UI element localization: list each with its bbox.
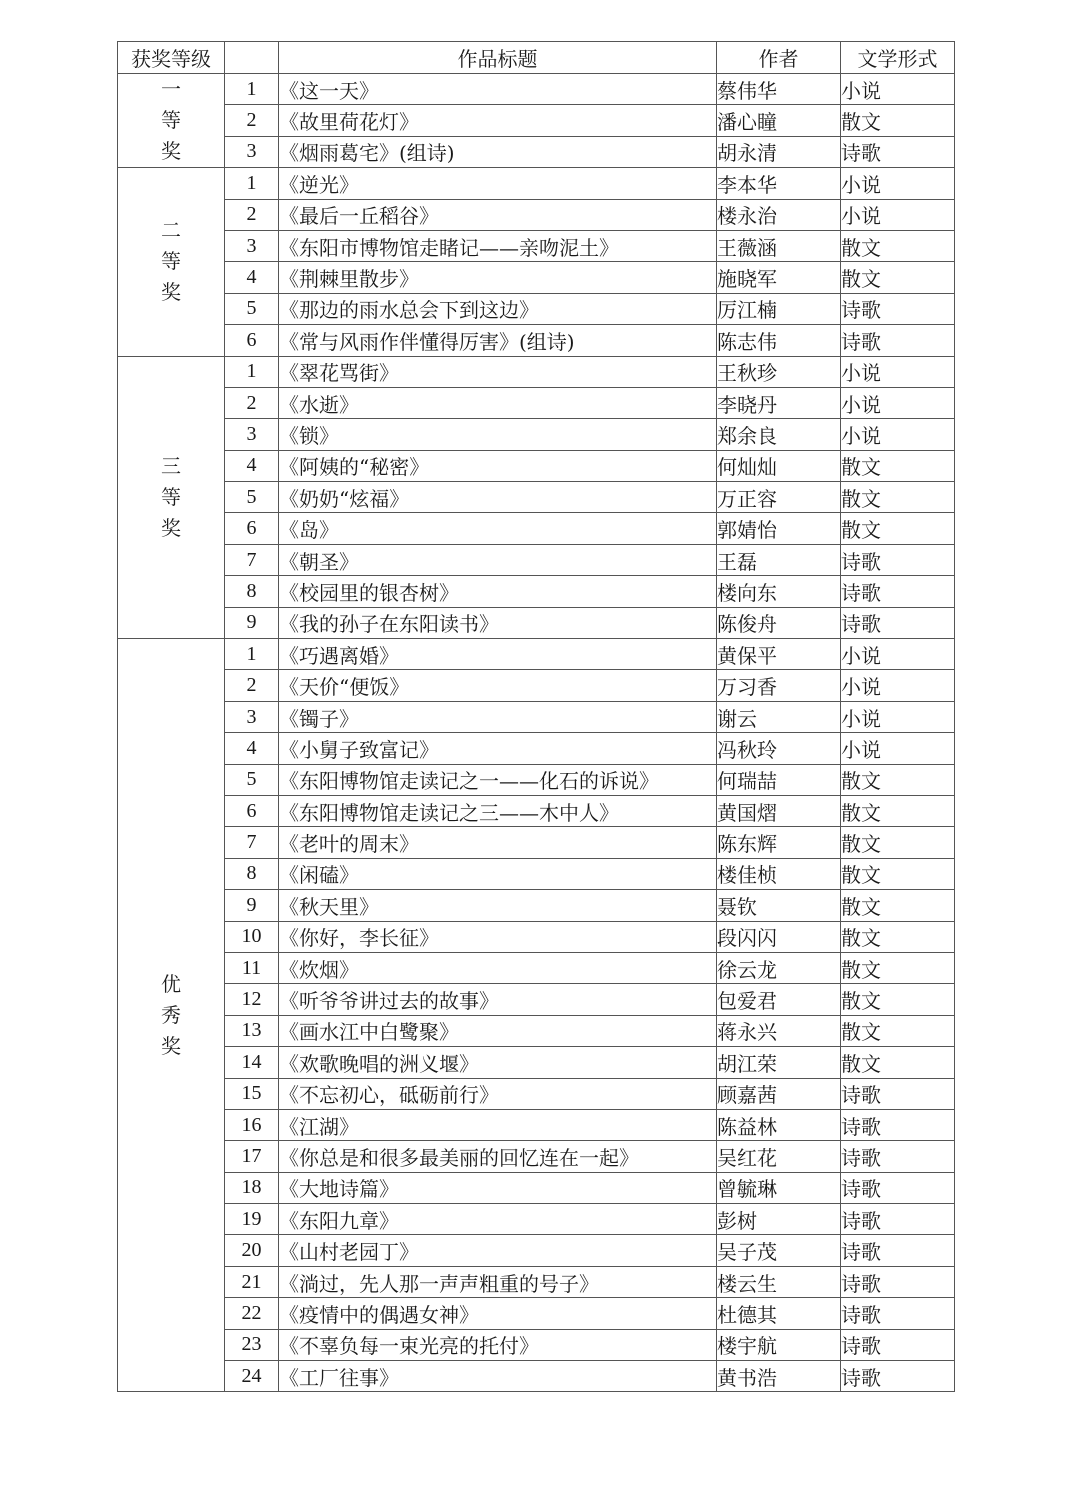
row-number: 13 <box>225 1015 279 1046</box>
work-title: 《水逝》 <box>279 387 717 418</box>
row-number: 12 <box>225 984 279 1015</box>
author-name: 厉江楠 <box>717 293 841 324</box>
table-body <box>118 74 955 1392</box>
row-number: 10 <box>225 921 279 952</box>
author-name: 段闪闪 <box>717 921 841 952</box>
table-row <box>118 764 955 795</box>
author-name: 黄书浩 <box>717 1361 841 1392</box>
author-name: 郭婧怡 <box>717 513 841 544</box>
work-title: 《锁》 <box>279 419 717 450</box>
table-row <box>118 1015 955 1046</box>
work-title: 《东阳博物馆走读记之一——化石的诉说》 <box>279 764 717 795</box>
literary-form: 小说 <box>841 733 955 764</box>
row-number: 7 <box>225 544 279 575</box>
table-row <box>118 921 955 952</box>
award-table <box>117 41 955 1392</box>
author-name: 楼永治 <box>717 199 841 230</box>
row-number: 21 <box>225 1266 279 1297</box>
work-title: 《老叶的周末》 <box>279 827 717 858</box>
row-number: 2 <box>225 199 279 230</box>
literary-form: 小说 <box>841 670 955 701</box>
author-name: 聂钦 <box>717 890 841 921</box>
work-title: 《巧遇离婚》 <box>279 639 717 670</box>
literary-form: 小说 <box>841 199 955 230</box>
work-title: 《这一天》 <box>279 74 717 105</box>
row-number: 3 <box>225 136 279 167</box>
table-row <box>118 1266 955 1297</box>
author-name: 谢云 <box>717 701 841 732</box>
work-title: 《东阳九章》 <box>279 1204 717 1235</box>
work-title: 《东阳博物馆走读记之三——木中人》 <box>279 795 717 826</box>
row-number: 5 <box>225 482 279 513</box>
row-number: 2 <box>225 105 279 136</box>
literary-form: 散文 <box>841 984 955 1015</box>
row-number: 2 <box>225 670 279 701</box>
author-name: 何灿灿 <box>717 450 841 481</box>
row-number: 5 <box>225 764 279 795</box>
work-title: 《淌过，先人那一声声粗重的号子》 <box>279 1266 717 1297</box>
work-title: 《欢歌晚唱的洲义堰》 <box>279 1047 717 1078</box>
row-number: 4 <box>225 733 279 764</box>
table-row <box>118 544 955 575</box>
work-title: 《岛》 <box>279 513 717 544</box>
work-title: 《烟雨葛宅》(组诗) <box>279 136 717 167</box>
literary-form: 诗歌 <box>841 607 955 638</box>
row-number: 3 <box>225 419 279 450</box>
literary-form: 散文 <box>841 952 955 983</box>
table-row <box>118 1078 955 1109</box>
work-title: 《小舅子致富记》 <box>279 733 717 764</box>
table-row <box>118 419 955 450</box>
row-number: 1 <box>225 168 279 199</box>
row-number: 15 <box>225 1078 279 1109</box>
literary-form: 小说 <box>841 168 955 199</box>
literary-form: 小说 <box>841 356 955 387</box>
row-number: 24 <box>225 1361 279 1392</box>
table-row <box>118 387 955 418</box>
row-number: 23 <box>225 1329 279 1360</box>
work-title: 《天价“便饭》 <box>279 670 717 701</box>
table-row <box>118 199 955 230</box>
row-number: 1 <box>225 639 279 670</box>
row-number: 14 <box>225 1047 279 1078</box>
row-number: 18 <box>225 1172 279 1203</box>
table-row <box>118 952 955 983</box>
literary-form: 小说 <box>841 419 955 450</box>
work-title: 《校园里的银杏树》 <box>279 576 717 607</box>
header-row <box>118 42 955 74</box>
work-title: 《你好，李长征》 <box>279 921 717 952</box>
literary-form: 散文 <box>841 105 955 136</box>
literary-form: 诗歌 <box>841 1266 955 1297</box>
table-row <box>118 1141 955 1172</box>
author-name: 施晓军 <box>717 262 841 293</box>
row-number: 17 <box>225 1141 279 1172</box>
row-number: 4 <box>225 262 279 293</box>
work-title: 《最后一丘稻谷》 <box>279 199 717 230</box>
table-row <box>118 293 955 324</box>
author-name: 陈东辉 <box>717 827 841 858</box>
work-title: 《东阳市博物馆走睹记——亲吻泥土》 <box>279 230 717 261</box>
table-row <box>118 827 955 858</box>
row-number: 3 <box>225 230 279 261</box>
award-level-label: 优秀奖 <box>161 971 181 1058</box>
literary-form: 散文 <box>841 450 955 481</box>
work-title: 《听爷爷讲过去的故事》 <box>279 984 717 1015</box>
table-row <box>118 733 955 764</box>
literary-form: 散文 <box>841 1015 955 1046</box>
table-row <box>118 1109 955 1140</box>
work-title: 《闲磕》 <box>279 858 717 889</box>
work-title: 《不辜负每一束光亮的托付》 <box>279 1329 717 1360</box>
table-row <box>118 1235 955 1266</box>
author-name: 吴红花 <box>717 1141 841 1172</box>
literary-form: 散文 <box>841 858 955 889</box>
author-name: 陈俊舟 <box>717 607 841 638</box>
row-number: 16 <box>225 1109 279 1140</box>
literary-form: 散文 <box>841 764 955 795</box>
row-number: 1 <box>225 74 279 105</box>
table-row <box>118 1172 955 1203</box>
table-row <box>118 576 955 607</box>
literary-form: 诗歌 <box>841 1235 955 1266</box>
literary-form: 散文 <box>841 513 955 544</box>
header-form: 文学形式 <box>841 42 955 74</box>
author-name: 郑余良 <box>717 419 841 450</box>
author-name: 黄国熠 <box>717 795 841 826</box>
author-name: 曾毓琳 <box>717 1172 841 1203</box>
row-number: 8 <box>225 576 279 607</box>
literary-form: 小说 <box>841 701 955 732</box>
award-level-cell <box>118 74 225 168</box>
literary-form: 诗歌 <box>841 136 955 167</box>
table-row <box>118 325 955 356</box>
author-name: 包爱君 <box>717 984 841 1015</box>
row-number: 19 <box>225 1204 279 1235</box>
literary-form: 散文 <box>841 1047 955 1078</box>
work-title: 《那边的雨水总会下到这边》 <box>279 293 717 324</box>
literary-form: 诗歌 <box>841 576 955 607</box>
table-row <box>118 262 955 293</box>
author-name: 顾嘉茜 <box>717 1078 841 1109</box>
table-row <box>118 639 955 670</box>
table-row <box>118 1329 955 1360</box>
table-row <box>118 168 955 199</box>
work-title: 《你总是和很多最美丽的回忆连在一起》 <box>279 1141 717 1172</box>
row-number: 1 <box>225 356 279 387</box>
author-name: 楼宇航 <box>717 1329 841 1360</box>
table-row <box>118 356 955 387</box>
literary-form: 诗歌 <box>841 1172 955 1203</box>
literary-form: 散文 <box>841 795 955 826</box>
literary-form: 诗歌 <box>841 544 955 575</box>
table-row <box>118 890 955 921</box>
table-row <box>118 136 955 167</box>
award-level-cell <box>118 356 225 639</box>
author-name: 王秋珍 <box>717 356 841 387</box>
table-row <box>118 74 955 105</box>
work-title: 《镯子》 <box>279 701 717 732</box>
work-title: 《我的孙子在东阳读书》 <box>279 607 717 638</box>
row-number: 7 <box>225 827 279 858</box>
table-row <box>118 230 955 261</box>
table-row <box>118 858 955 889</box>
literary-form: 小说 <box>841 387 955 418</box>
author-name: 徐云龙 <box>717 952 841 983</box>
award-level-label: 一等奖 <box>161 77 181 164</box>
header-number <box>225 42 279 74</box>
literary-form: 散文 <box>841 230 955 261</box>
work-title: 《朝圣》 <box>279 544 717 575</box>
work-title: 《常与风雨作伴懂得厉害》(组诗) <box>279 325 717 356</box>
literary-form: 诗歌 <box>841 293 955 324</box>
table-row <box>118 670 955 701</box>
author-name: 蒋永兴 <box>717 1015 841 1046</box>
literary-form: 散文 <box>841 890 955 921</box>
author-name: 楼佳桢 <box>717 858 841 889</box>
work-title: 《不忘初心，砥砺前行》 <box>279 1078 717 1109</box>
literary-form: 诗歌 <box>841 325 955 356</box>
row-number: 6 <box>225 795 279 826</box>
work-title: 《工厂往事》 <box>279 1361 717 1392</box>
author-name: 何瑞喆 <box>717 764 841 795</box>
table-row <box>118 1204 955 1235</box>
literary-form: 诗歌 <box>841 1329 955 1360</box>
table-row <box>118 105 955 136</box>
author-name: 万习香 <box>717 670 841 701</box>
literary-form: 诗歌 <box>841 1078 955 1109</box>
work-title: 《逆光》 <box>279 168 717 199</box>
author-name: 楼向东 <box>717 576 841 607</box>
literary-form: 散文 <box>841 482 955 513</box>
author-name: 万正容 <box>717 482 841 513</box>
literary-form: 诗歌 <box>841 1109 955 1140</box>
literary-form: 散文 <box>841 262 955 293</box>
row-number: 6 <box>225 513 279 544</box>
table-row <box>118 450 955 481</box>
table-row <box>118 513 955 544</box>
table-row <box>118 701 955 732</box>
row-number: 9 <box>225 607 279 638</box>
author-name: 王薇涵 <box>717 230 841 261</box>
work-title: 《疫情中的偶遇女神》 <box>279 1298 717 1329</box>
table-row <box>118 795 955 826</box>
award-level-label: 三等奖 <box>161 453 181 540</box>
author-name: 胡永清 <box>717 136 841 167</box>
author-name: 潘心瞳 <box>717 105 841 136</box>
author-name: 王磊 <box>717 544 841 575</box>
work-title: 《江湖》 <box>279 1109 717 1140</box>
author-name: 李晓丹 <box>717 387 841 418</box>
author-name: 胡江荣 <box>717 1047 841 1078</box>
table-row <box>118 607 955 638</box>
table-row <box>118 1298 955 1329</box>
work-title: 《炊烟》 <box>279 952 717 983</box>
row-number: 6 <box>225 325 279 356</box>
row-number: 8 <box>225 858 279 889</box>
work-title: 《奶奶“炫福》 <box>279 482 717 513</box>
table-row <box>118 1047 955 1078</box>
row-number: 2 <box>225 387 279 418</box>
author-name: 黄保平 <box>717 639 841 670</box>
literary-form: 诗歌 <box>841 1298 955 1329</box>
author-name: 吴子茂 <box>717 1235 841 1266</box>
work-title: 《荆棘里散步》 <box>279 262 717 293</box>
table-row <box>118 1361 955 1392</box>
row-number: 22 <box>225 1298 279 1329</box>
literary-form: 诗歌 <box>841 1141 955 1172</box>
table-row <box>118 482 955 513</box>
author-name: 陈志伟 <box>717 325 841 356</box>
header-author: 作者 <box>717 42 841 74</box>
literary-form: 散文 <box>841 827 955 858</box>
award-level-label: 二等奖 <box>161 218 181 305</box>
award-level-cell <box>118 168 225 356</box>
literary-form: 诗歌 <box>841 1204 955 1235</box>
work-title: 《故里荷花灯》 <box>279 105 717 136</box>
row-number: 9 <box>225 890 279 921</box>
author-name: 彭树 <box>717 1204 841 1235</box>
row-number: 3 <box>225 701 279 732</box>
author-name: 楼云生 <box>717 1266 841 1297</box>
award-level-cell <box>118 639 225 1392</box>
row-number: 20 <box>225 1235 279 1266</box>
header-title: 作品标题 <box>279 42 717 74</box>
work-title: 《大地诗篇》 <box>279 1172 717 1203</box>
work-title: 《秋天里》 <box>279 890 717 921</box>
literary-form: 小说 <box>841 639 955 670</box>
row-number: 5 <box>225 293 279 324</box>
header-level: 获奖等级 <box>118 42 225 74</box>
author-name: 冯秋玲 <box>717 733 841 764</box>
literary-form: 小说 <box>841 74 955 105</box>
row-number: 4 <box>225 450 279 481</box>
literary-form: 诗歌 <box>841 1361 955 1392</box>
work-title: 《翠花骂街》 <box>279 356 717 387</box>
row-number: 11 <box>225 952 279 983</box>
author-name: 蔡伟华 <box>717 74 841 105</box>
author-name: 杜德其 <box>717 1298 841 1329</box>
literary-form: 散文 <box>841 921 955 952</box>
author-name: 李本华 <box>717 168 841 199</box>
work-title: 《画水江中白鹭聚》 <box>279 1015 717 1046</box>
table-row <box>118 984 955 1015</box>
work-title: 《山村老园丁》 <box>279 1235 717 1266</box>
author-name: 陈益林 <box>717 1109 841 1140</box>
work-title: 《阿姨的“秘密》 <box>279 450 717 481</box>
